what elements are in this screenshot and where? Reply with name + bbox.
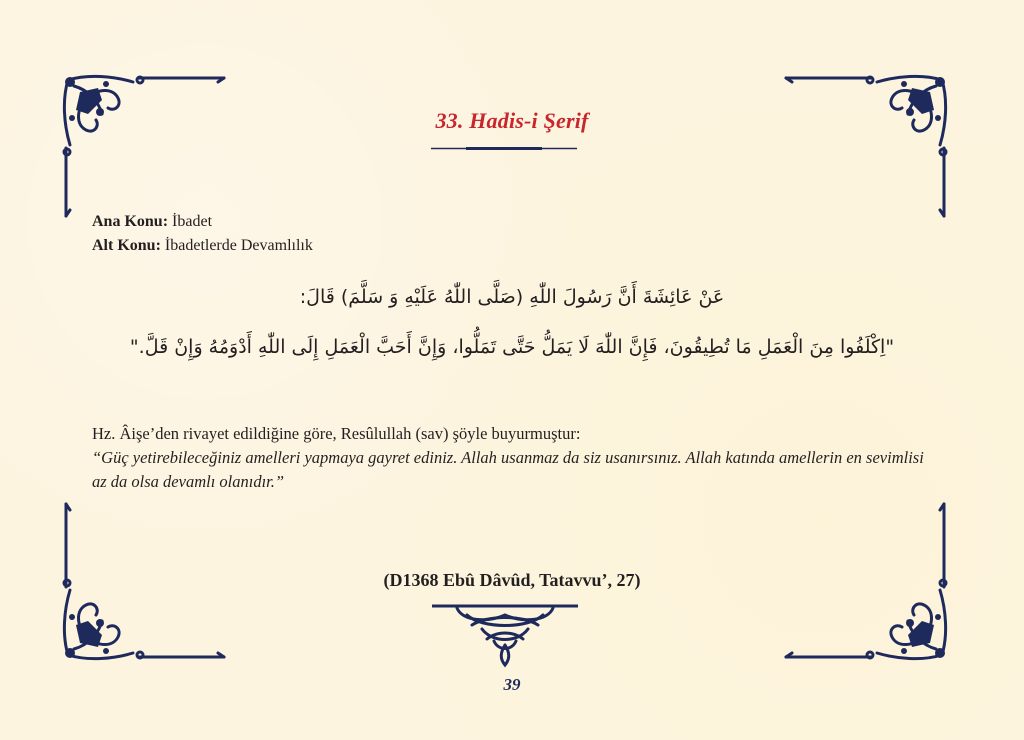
arabic-hadith-text: "اِكْلَفُوا مِنَ الْعَمَلِ مَا تُطِيقُونَ، فَإِنَّ اللّٰهَ لَا يَمَلُّ حَتَّى تَمَلُّوا، وَإِنَّ أَحَبَّ الْعَمَلِ إِلَى اللّٰهِ أَدْوَمُهُ وَإِنْ قَلَّ." xyxy=(129,336,895,358)
sub-topic xyxy=(92,234,313,258)
page-title: 33. Hadis-i Şerif xyxy=(435,108,589,133)
main-topic-label: Ana Konu: xyxy=(92,213,169,230)
translation-intro: Hz. Âişe’den rivayet edildiğine göre, Resûlullah (sav) şöyle buyurmuştur: xyxy=(92,424,581,443)
translation-quote: “Güç yetirebileceğiniz amelleri yapmaya gayret ediniz. Allah usanmaz da siz usanırsınız. Allah katında amellerin en sevimlisi az da olsa devamlı olanıdır.” xyxy=(92,448,924,491)
title-underline-icon xyxy=(431,147,577,150)
sub-topic-value: İbadetlerde Devamlılık xyxy=(164,237,313,254)
page-number: 39 xyxy=(503,675,521,694)
topic-block xyxy=(92,210,313,258)
sub-topic-label: Alt Konu: xyxy=(92,237,161,254)
main-topic-value: İbadet xyxy=(172,213,213,230)
arabic-narration-line: عَنْ عَائِشَةَ أَنَّ رَسُولَ اللّٰهِ (صَلَّى اللّٰهُ عَلَيْهِ وَ سَلَّمَ) قَالَ: xyxy=(299,286,725,308)
knot-ornament-icon xyxy=(432,603,578,668)
ornamental-corner-top-left-icon xyxy=(58,70,228,220)
main-topic xyxy=(92,210,313,234)
ornamental-corner-top-right-icon xyxy=(782,70,952,220)
source-citation: (D1368 Ebû Dâvûd, Tatavvu’, 27) xyxy=(383,570,641,590)
translation-block xyxy=(92,422,942,494)
